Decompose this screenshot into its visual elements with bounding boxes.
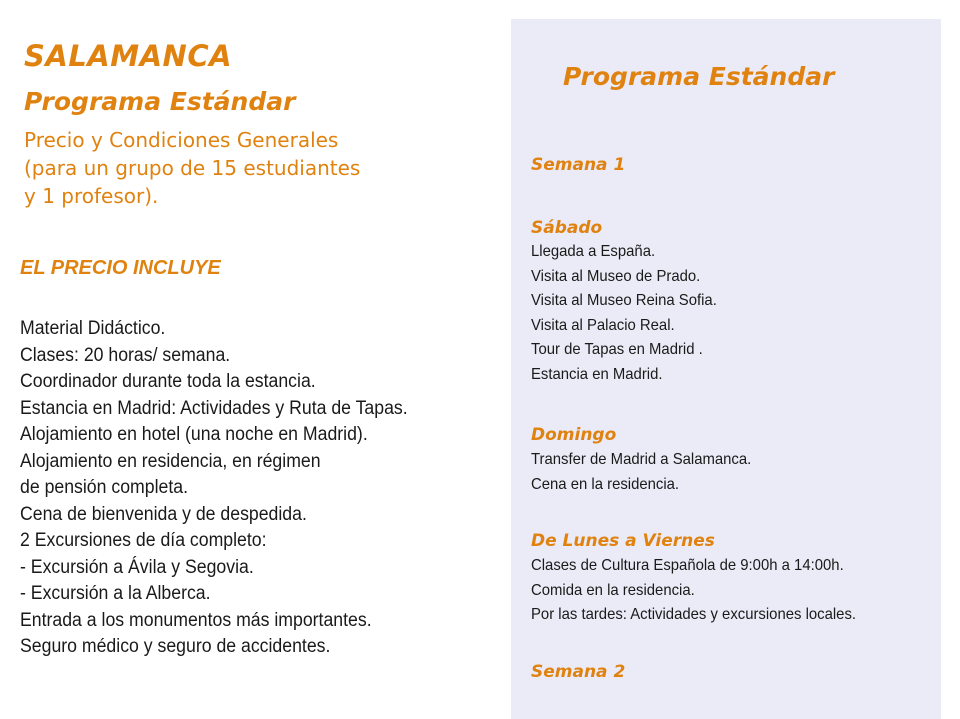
list-item: Clases de Cultura Española de 9:00h a 14:00h.: [531, 557, 844, 574]
conditions-line: y 1 profesor).: [24, 184, 159, 208]
conditions-line: Precio y Condiciones Generales: [24, 128, 339, 152]
city-title: SALAMANCA: [24, 39, 233, 73]
includes-list: [20, 316, 408, 661]
conditions-subtitle: [24, 126, 360, 210]
week-2-heading: Semana 2: [531, 662, 626, 682]
list-item: Estancia en Madrid.: [531, 365, 663, 383]
list-item: Clases: 20 horas/ semana.: [20, 344, 231, 366]
list-item: Visita al Museo de Prado.: [531, 267, 701, 285]
list-item: Transfer de Madrid a Salamanca.: [531, 451, 752, 468]
includes-heading: EL PRECIO INCLUYE: [20, 257, 221, 279]
list-item: Seguro médico y seguro de accidentes.: [20, 636, 331, 657]
list-item: Material Didáctico.: [20, 318, 166, 339]
list-item: Alojamiento en residencia, en régimen: [20, 450, 321, 472]
list-item: Por las tardes: Actividades y excursiones locales.: [531, 606, 857, 623]
list-item: 2 Excursiones de día completo:: [20, 530, 267, 551]
list-item: Entrada a los monumentos más importantes.: [20, 609, 372, 631]
list-item: - Excursión a Ávila y Segovia.: [20, 556, 254, 578]
day-activities-lunes-viernes: [531, 554, 856, 628]
day-activities-sabado: [531, 240, 717, 387]
week-1-heading: Semana 1: [531, 155, 626, 175]
program-panel-title: Programa Estándar: [563, 62, 835, 91]
day-activities-domingo: [531, 448, 751, 497]
list-item: Llegada a España.: [531, 243, 656, 260]
list-item: Alojamiento en hotel (una noche en Madrid).: [20, 424, 368, 445]
list-item: de pensión completa.: [20, 477, 188, 498]
conditions-line: (para un grupo de 15 estudiantes: [24, 156, 361, 180]
list-item: Cena de bienvenida y de despedida.: [20, 503, 307, 525]
list-item: Tour de Tapas en Madrid .: [531, 341, 703, 358]
day-heading-sabado: Sábado: [531, 218, 603, 238]
list-item: Visita al Museo Reina Sofia.: [531, 292, 717, 309]
list-item: Visita al Palacio Real.: [531, 316, 675, 334]
day-heading-lunes-viernes: De Lunes a Viernes: [531, 531, 715, 551]
program-title: Programa Estándar: [24, 87, 296, 116]
list-item: Comida en la residencia.: [531, 581, 695, 599]
list-item: - Excursión a la Alberca.: [20, 583, 211, 604]
list-item: Estancia en Madrid: Actividades y Ruta de Tapas.: [20, 397, 408, 419]
program-panel: [511, 19, 941, 719]
day-heading-domingo: Domingo: [531, 425, 617, 445]
list-item: Coordinador durante toda la estancia.: [20, 371, 316, 392]
list-item: Cena en la residencia.: [531, 475, 680, 493]
